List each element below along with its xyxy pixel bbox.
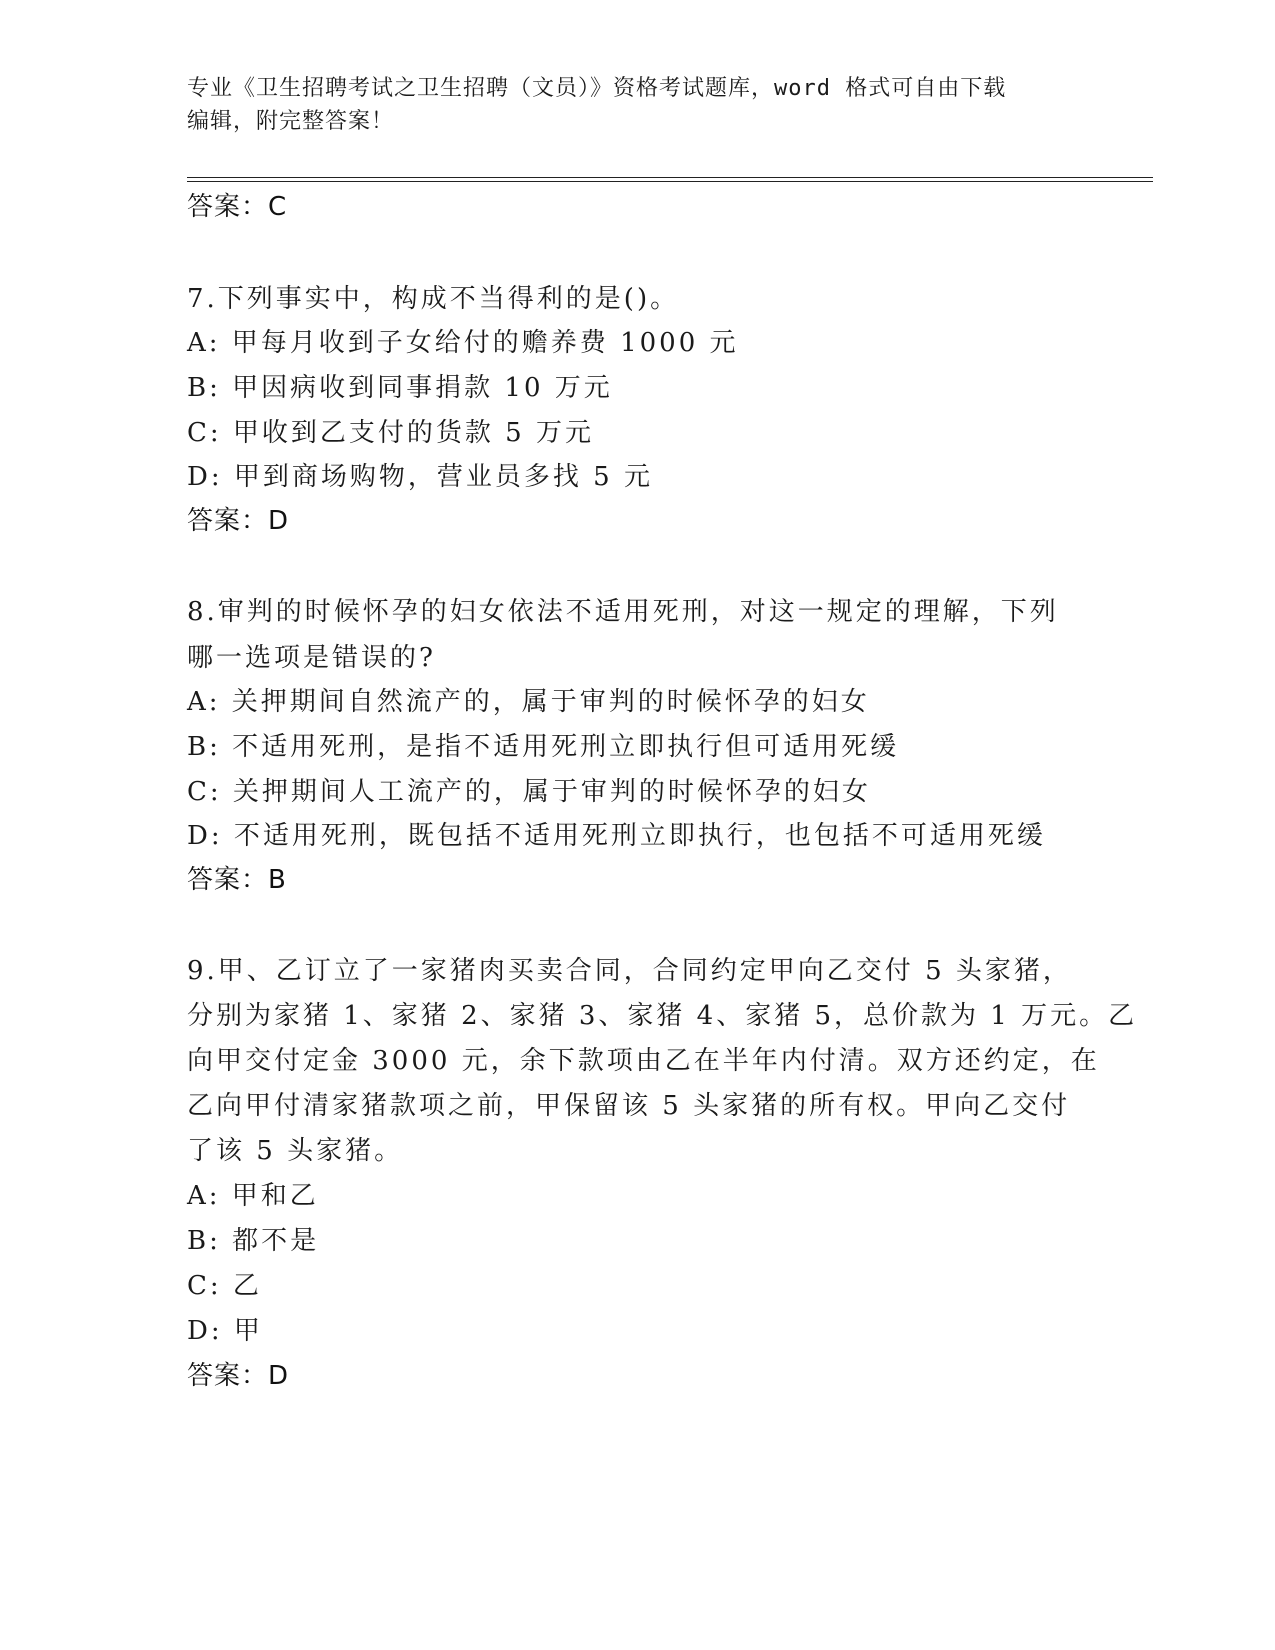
question-9-stem-line-2: 分别为家猪 1、家猪 2、家猪 3、家猪 4、家猪 5，总价款为 1 万元。乙 <box>187 1001 1138 1031</box>
question-9-option-d: D: 甲 <box>187 1316 263 1346</box>
question-9-stem-line-5: 了该 5 头家猪。 <box>187 1136 404 1166</box>
question-7-option-c: C: 甲收到乙支付的货款 5 万元 <box>187 418 594 448</box>
question-7-option-b: B: 甲因病收到同事捐款 10 万元 <box>187 373 613 403</box>
question-9-stem-line-4: 乙向甲付清家猪款项之前，甲保留该 5 头家猪的所有权。甲向乙交付 <box>187 1091 1071 1121</box>
question-8-option-b: B: 不适用死刑，是指不适用死刑立即执行但可适用死缓 <box>187 732 900 762</box>
question-7-stem: 7.下列事实中，构成不当得利的是()。 <box>187 284 680 314</box>
question-8-stem-line-1: 8.审判的时候怀孕的妇女依法不适用死刑，对这一规定的理解，下列 <box>187 597 1059 627</box>
question-7-option-a: A: 甲每月收到子女给付的赡养费 1000 元 <box>187 328 739 358</box>
question-8-stem-line-2: 哪一选项是错误的? <box>187 643 436 673</box>
question-9-stem-line-1: 9.甲、乙订立了一家猪肉买卖合同，合同约定甲向乙交付 5 头家猪， <box>187 956 1072 986</box>
question-7-answer: 答案：D <box>187 506 290 536</box>
question-9-option-b: B: 都不是 <box>187 1226 320 1256</box>
answer-previous: 答案：C <box>187 192 288 222</box>
header-divider <box>187 177 1153 182</box>
question-8-option-d: D: 不适用死刑，既包括不适用死刑立即执行，也包括不可适用死缓 <box>187 821 1046 851</box>
question-8-option-c: C: 关押期间人工流产的，属于审判的时候怀孕的妇女 <box>187 777 871 807</box>
question-9-option-a: A: 甲和乙 <box>187 1181 319 1211</box>
header-line-1: 专业《卫生招聘考试之卫生招聘（文员）》资格考试题库，word 格式可自由下载 <box>187 76 1007 101</box>
question-9-stem-line-3: 向甲交付定金 3000 元，余下款项由乙在半年内付清。双方还约定，在 <box>187 1046 1100 1076</box>
header-line-2: 编辑，附完整答案！ <box>187 109 395 134</box>
question-7-option-d: D: 甲到商场购物，营业员多找 5 元 <box>187 462 653 492</box>
question-9-option-c: C: 乙 <box>187 1271 262 1301</box>
document-header <box>187 72 1077 138</box>
question-9-answer: 答案：D <box>187 1361 290 1391</box>
question-8-option-a: A: 关押期间自然流产的，属于审判的时候怀孕的妇女 <box>187 687 870 717</box>
question-8-answer: 答案：B <box>187 865 287 895</box>
